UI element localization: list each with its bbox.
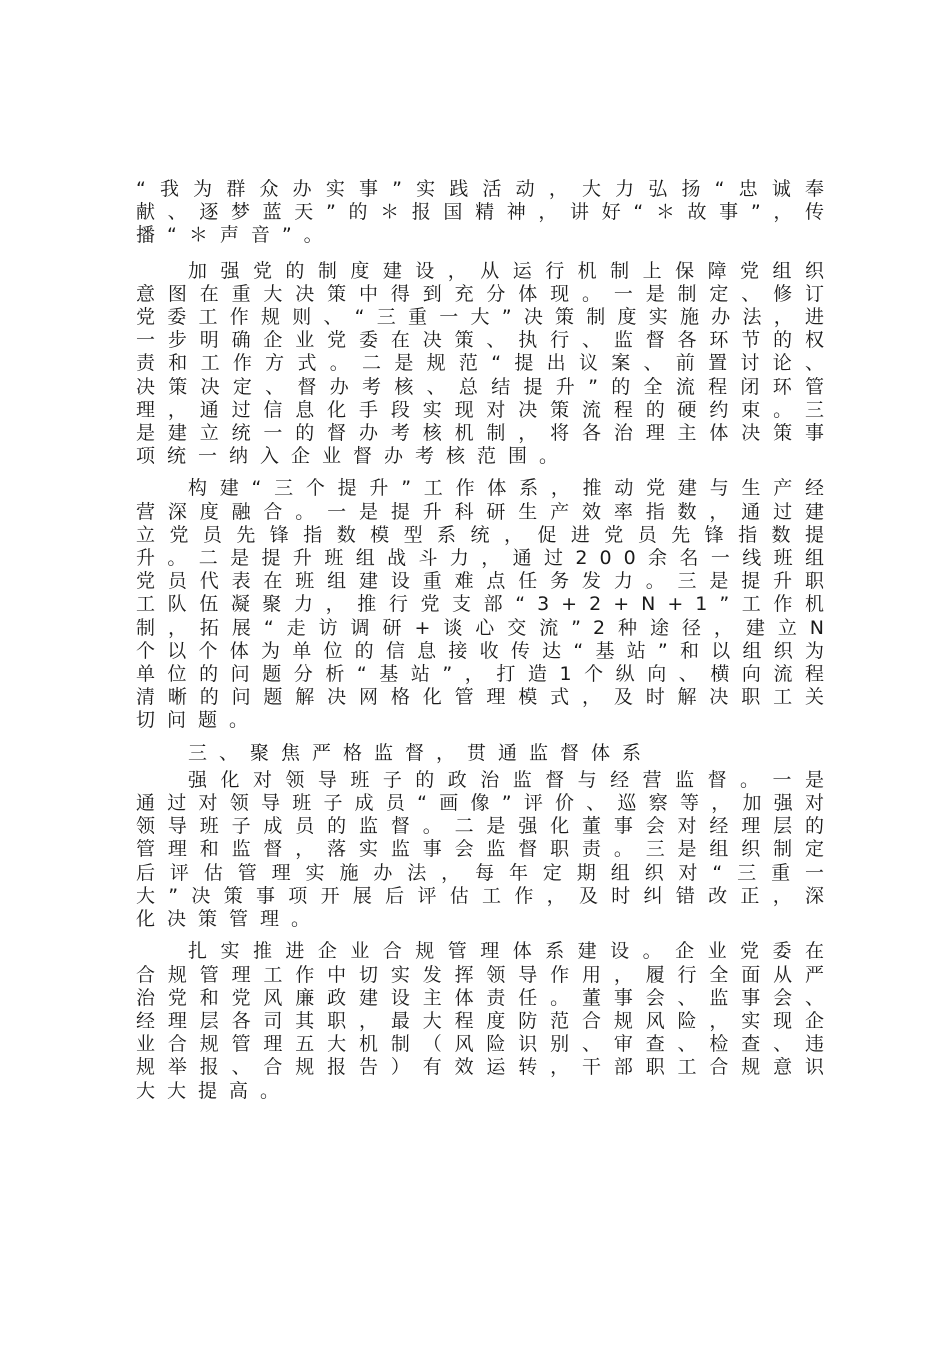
paragraph-continuation: “我为群众办实事”实践活动，大力弘扬“忠诚奉献、逐梦蓝天”的＊报国精神，讲好“＊故事”，传播“＊声音”。: [136, 178, 836, 247]
document-body: [136, 178, 836, 1112]
paragraph-leadership-supervision: 强化对领导班子的政治监督与经营监督。一是通过对领导班子成员“画像”评价、巡察等，加强对领导班子成员的监督。二是强化董事会对经理层的管理和监督，落实监事会监督职责。三是组织制定后评估管理实施办法，每年定期组织对“三重一大”决策事项开展后评估工作，及时纠错改正，深化决策管理。: [136, 768, 836, 931]
section-heading-supervision: 三、聚焦严格监督，贯通监督体系: [188, 741, 654, 764]
paragraph-three-improvements: 构建“三个提升”工作体系，推动党建与生产经营深度融合。一是提升科研生产效率指数，通过建立党员先锋指数模型系统，促进党员先锋指数提升。二是提升班组战斗力，通过200余名一线班组党员代表在班组建设重难点任务发力。三是提升职工队伍凝聚力，推行党支部“3+2+N+1”工作机制，拓展“走访调研+谈心交流”2种途径，建立N个以个体为单位的信息接收传达“基站”和以组织为单位的问题分析“基站”，打造1个纵向、横向流程清晰的问题解决网格化管理模式，及时解决职工关切问题。: [136, 477, 836, 732]
paragraph-compliance-management: 扎实推进企业合规管理体系建设。企业党委在合规管理工作中切实发挥领导作用，履行全面从严治党和党风廉政建设主体责任。董事会、监事会、经理层各司其职，最大程度防范合规风险，实现企业合规管理五大机制（风险识别、审查、检查、违规举报、合规报告）有效运转，干部职工合规意识大大提高。: [136, 940, 836, 1102]
paragraph-system-building: 加强党的制度建设，从运行机制上保障党组织意图在重大决策中得到充分体现。一是制定、修订党委工作规则、“三重一大”决策制度实施办法，进一步明确企业党委在决策、执行、监督各环节的权责和工作方式。二是规范“提出议案、前置讨论、决策决定、督办考核、总结提升”的全流程闭环管理，通过信息化手段实现对决策流程的硬约束。三是建立统一的督办考核机制，将各治理主体决策事项统一纳入企业督办考核范围。: [136, 259, 836, 468]
